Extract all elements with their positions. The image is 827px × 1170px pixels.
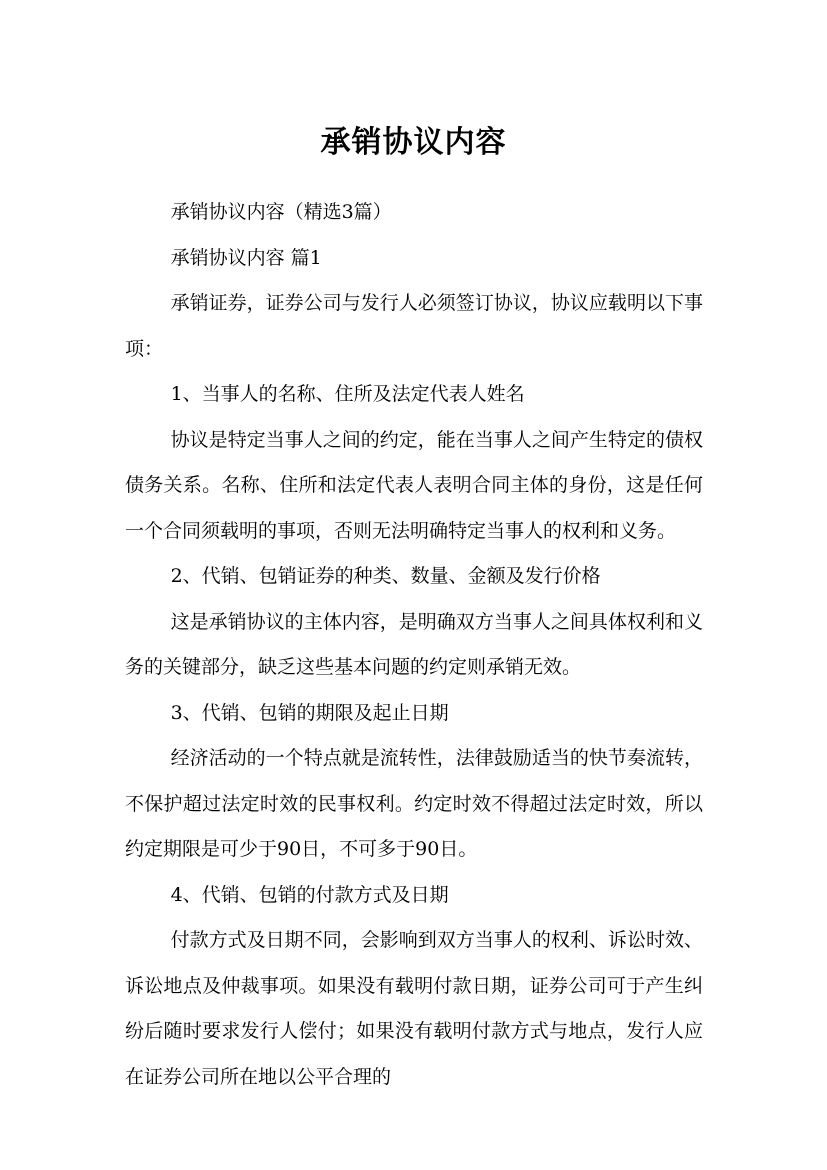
paragraph: 协议是特定当事人之间的约定，能在当事人之间产生特定的债权债务关系。名称、住所和法定代表人表明合同主体的身份，这是任何一个合同须载明的事项，否则无法明确特定当事人的权利和义务。 bbox=[125, 428, 703, 542]
section-heading: 4、代销、包销的付款方式及日期 bbox=[170, 883, 449, 906]
document-body bbox=[125, 190, 703, 1100]
paragraph: 经济活动的一个特点就是流转性，法律鼓励适当的快节奏流转，不保护超过法定时效的民事权利。约定时效不得超过法定时效，所以约定期限是可少于90日，不可多于90日。 bbox=[125, 747, 703, 860]
paragraph: 付款方式及日期不同，会影响到双方当事人的权利、诉讼时效、诉讼地点及仲裁事项。如果没有载明付款日期，证券公司可于产生纠纷后随时要求发行人偿付；如果没有载明付款方式与地点，发行人应在证券公司所在地以公平合理的 bbox=[125, 929, 703, 1088]
document-title: 承销协议内容 bbox=[320, 125, 507, 161]
paragraph: 承销证券，证券公司与发行人必须签订协议，协议应载明以下事项： bbox=[125, 292, 703, 360]
paragraph-subtitle: 承销协议内容（精选3篇） bbox=[170, 201, 392, 223]
paragraph-part-heading: 承销协议内容 篇1 bbox=[170, 246, 322, 269]
section-heading: 2、代销、包销证券的种类、数量、金额及发行价格 bbox=[170, 565, 601, 587]
paragraph: 这是承销协议的主体内容，是明确双方当事人之间具体权利和义务的关键部分，缺乏这些基本问题的约定则承销无效。 bbox=[125, 610, 703, 678]
section-heading: 3、代销、包销的期限及起止日期 bbox=[170, 701, 449, 724]
section-heading: 1、当事人的名称、住所及法定代表人姓名 bbox=[170, 383, 525, 405]
